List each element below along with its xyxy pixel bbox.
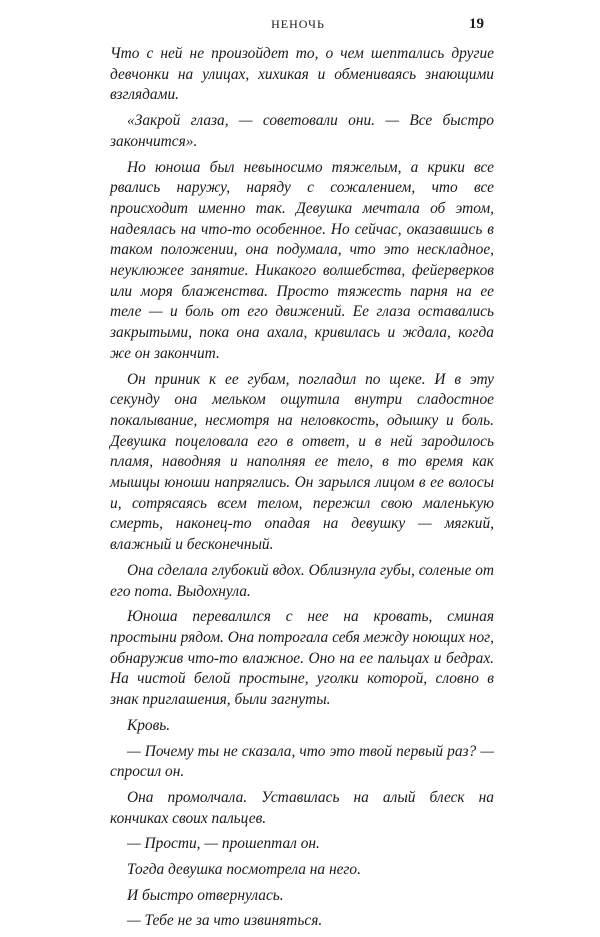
- page-header: [112, 17, 484, 37]
- paragraph: — Прости, — прошептал он.: [127, 835, 320, 853]
- paragraph: Юноша перевалился с нее на кровать, сминая простыни рядом. Она потрогала себя между ноющих ног, обнаружив что-то влажное. Оно на ее пальцах и бедрах. На чистой белой простыне, уголки которой, словно в знак приглашения, были загнуты.: [110, 608, 494, 709]
- paragraph: Она сделала глубокий вдох. Облизнула губы, соленые от его пота. Выдохнула.: [110, 561, 494, 600]
- body-text: [110, 44, 494, 937]
- paragraph: Что с ней не произойдет то, о чем шептались другие девчонки на улицах, хихикая и обмениваясь знающими взглядами.: [110, 45, 494, 104]
- paragraph: Кровь.: [127, 716, 171, 734]
- paragraph: Но юноша был невыносимо тяжелым, а крики все рвались наружу, наряду с сожалением, что все происходит именно так. Девушка мечтала об этом, надеялась на что-то особенное. Но сейчас, оказавшись в таком положении, она подумала, что это нескладное, неуклюжее занятие. Никакого волшебства, фейерверков или моря блаженства. Просто тяжесть парня на ее теле — и боль от его движений. Ее глаза оставались закрытыми, пока она ахала, кривилась и ждала, когда же он закончит.: [110, 158, 494, 362]
- paragraph: Тогда девушка посмотрела на него.: [127, 861, 361, 879]
- paragraph: — Тебе не за что извиняться.: [127, 912, 323, 930]
- paragraph: И быстро отвернулась.: [127, 886, 284, 904]
- paragraph: Он приник к ее губам, погладил по щеке. И в эту секунду она мельком ощутила внутри сладостное покалывание, несмотря на неловкость, одышку и боль. Девушка поцеловала его в ответ, и в ней зародилось пламя, наводняя и наполняя ее тело, в то время как мышцы юноши напряглись. Он зарылся лицом в ее волосы и, сотрясаясь всем телом, пережил свою маленькую смерть, наконец-то опадая на девушку — мягкий, влажный и бесконечный.: [110, 370, 494, 554]
- page-number: 19: [469, 16, 484, 32]
- paragraph: «Закрой глаза, — советовали они. — Все быстро закончится».: [110, 112, 494, 150]
- paragraph: — Почему ты не сказала, что это твой первый раз? — спросил он.: [110, 742, 494, 781]
- running-title: НЕНОЧЬ: [271, 17, 325, 31]
- paragraph: Она промолчала. Уставилась на алый блеск на кончиках своих пальцев.: [110, 788, 494, 827]
